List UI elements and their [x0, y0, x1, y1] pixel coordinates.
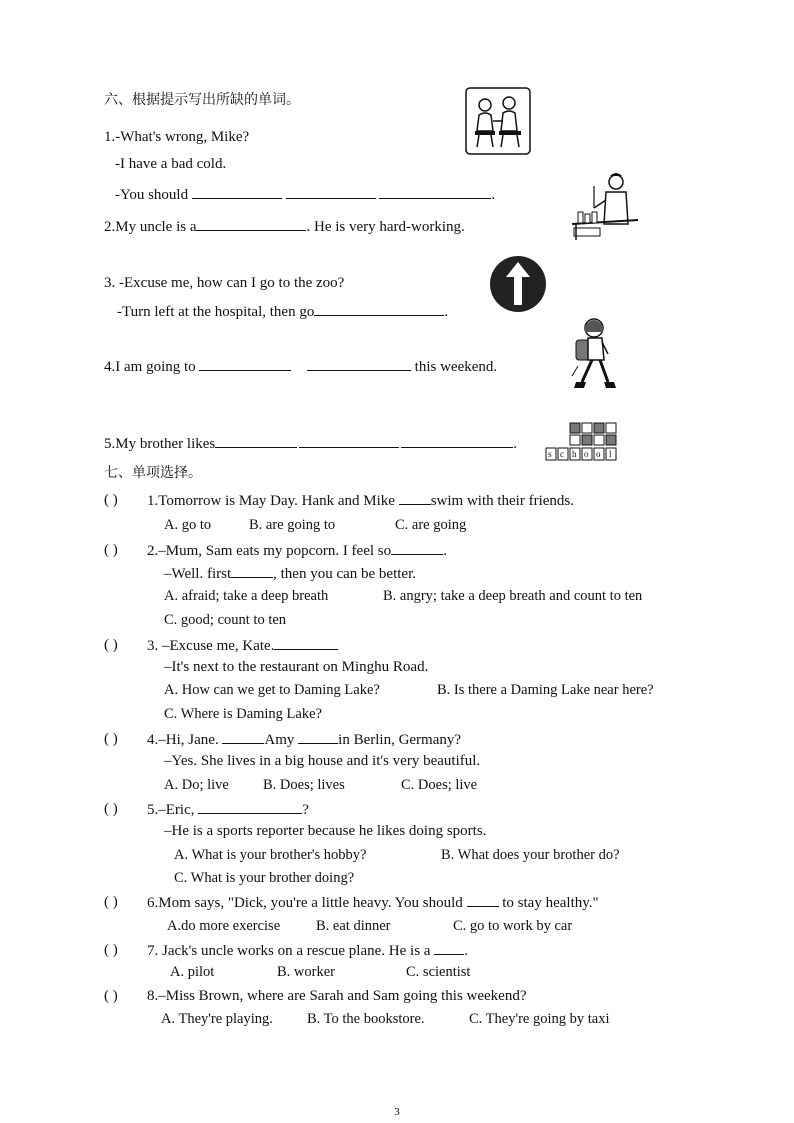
- s6-q5-prefix: 5.My brother likes: [104, 436, 216, 452]
- s7-q2-paren[interactable]: ( ): [104, 542, 118, 558]
- s7-q1-stem-a: 1.Tomorrow is May Day. Hank and Mike: [147, 493, 395, 509]
- crossword-picture: [544, 422, 620, 464]
- s6-q1-end: .: [491, 187, 496, 203]
- s7-q7-stem-a: 7. Jack's uncle works on a rescue plane. He is a: [147, 943, 431, 959]
- answer-blank[interactable]: [379, 185, 491, 199]
- s6-q2-suffix: . He is very hard-working.: [306, 219, 465, 235]
- s7-q4-line2: –Yes. She lives in a big house and it's very beautiful.: [164, 753, 481, 769]
- s7-q1-option-b: B. are going to: [249, 517, 336, 533]
- s7-q8-paren[interactable]: ( ): [104, 988, 118, 1004]
- s7-q1-option-a: A. go to: [164, 517, 212, 533]
- s6-q4: [104, 357, 497, 376]
- s7-q3-option-c: C. Where is Daming Lake?: [164, 706, 322, 722]
- s7-q7-stem-b: .: [464, 943, 468, 959]
- s7-q8-option-c: C. They're going by taxi: [469, 1011, 610, 1027]
- s7-q4-stem-b: Amy: [264, 732, 295, 748]
- s7-q3-stem: [147, 636, 338, 655]
- s6-q4-suffix: this weekend.: [414, 359, 498, 375]
- s7-q2-option-a: A. afraid; take a deep breath: [164, 588, 329, 604]
- s7-q7-option-b: B. worker: [277, 964, 335, 980]
- s7-q4-stem: [147, 730, 461, 749]
- s7-q8-option-b: B. To the bookstore.: [307, 1011, 425, 1027]
- s7-q1-paren[interactable]: ( ): [104, 492, 118, 508]
- answer-blank[interactable]: [391, 541, 443, 555]
- answer-blank[interactable]: [215, 434, 297, 448]
- go-straight-sign-icon: [489, 255, 547, 313]
- s7-q3-line2: –It's next to the restaurant on Minghu Road.: [164, 659, 429, 675]
- s6-q2: [104, 217, 465, 236]
- s7-q5-stem-b: ?: [302, 802, 309, 818]
- answer-blank[interactable]: [298, 730, 338, 744]
- s7-q5-option-a: A. What is your brother's hobby?: [174, 847, 367, 863]
- s6-q5: [104, 434, 517, 453]
- s6-q3-end: .: [444, 304, 449, 320]
- scientist-picture: [570, 170, 640, 242]
- answer-blank[interactable]: [274, 636, 338, 650]
- s7-q5-option-b: B. What does your brother do?: [441, 847, 620, 863]
- s6-q1-line1: 1.-What's wrong, Mike?: [104, 129, 250, 145]
- answer-blank[interactable]: [399, 491, 431, 505]
- page-number: 3: [394, 1106, 400, 1118]
- s6-q4-prefix: 4.I am going to: [104, 359, 196, 375]
- s7-q1-option-c: C. are going: [395, 517, 467, 533]
- s7-q3-stem-text: 3. –Excuse me, Kate.: [147, 638, 275, 654]
- crossword-letter: h: [572, 449, 577, 459]
- section-6-title: 六、根据提示写出所缺的单词。: [104, 92, 300, 108]
- s7-q6-option-a: A.do more exercise: [167, 918, 281, 934]
- s7-q6-paren[interactable]: ( ): [104, 894, 118, 910]
- answer-blank[interactable]: [299, 434, 399, 448]
- answer-blank[interactable]: [222, 730, 264, 744]
- s7-q7-option-c: C. scientist: [406, 964, 471, 980]
- s7-q2-stem-a: 2.–Mum, Sam eats my popcorn. I feel so: [147, 543, 392, 559]
- s7-q8-stem: 8.–Miss Brown, where are Sarah and Sam going this weekend?: [147, 988, 527, 1004]
- s7-q4-option-b: B. Does; lives: [263, 777, 345, 793]
- s7-q6-stem-b: to stay healthy.": [502, 895, 599, 911]
- s6-q2-prefix: 2.My uncle is a: [104, 219, 197, 235]
- answer-blank[interactable]: [198, 800, 302, 814]
- s7-q4-paren[interactable]: ( ): [104, 731, 118, 747]
- s6-q3-line1: 3. -Excuse me, how can I go to the zoo?: [104, 275, 345, 291]
- s7-q6-option-c: C. go to work by car: [453, 918, 573, 934]
- s7-q2-stem: [147, 541, 447, 560]
- hiking-girl-picture: [562, 316, 622, 396]
- answer-blank[interactable]: [192, 185, 282, 199]
- s7-q1-stem-b: swim with their friends.: [430, 493, 575, 509]
- answer-blank[interactable]: [314, 302, 444, 316]
- s7-q5-line2: –He is a sports reporter because he likes doing sports.: [164, 823, 487, 839]
- s6-q1-line2: -I have a bad cold.: [115, 156, 227, 172]
- crossword-letter: o: [596, 449, 601, 459]
- s7-q2-line2: [164, 564, 416, 583]
- s7-q7-stem: [147, 941, 468, 960]
- s7-q1-stem: [147, 491, 574, 510]
- s7-q3-paren[interactable]: ( ): [104, 637, 118, 653]
- s7-q4-stem-c: in Berlin, Germany?: [338, 732, 462, 748]
- s7-q3-option-b: B. Is there a Daming Lake near here?: [437, 682, 654, 698]
- s6-q1-line3: [115, 185, 495, 204]
- s7-q4-stem-a: 4.–Hi, Jane.: [147, 732, 219, 748]
- s7-q3-option-a: A. How can we get to Daming Lake?: [164, 682, 380, 698]
- s6-q3-line2: [117, 302, 448, 321]
- answer-blank[interactable]: [307, 357, 411, 371]
- answer-blank[interactable]: [196, 217, 306, 231]
- answer-blank[interactable]: [434, 941, 464, 955]
- crossword-letter: l: [609, 449, 612, 459]
- s7-q2-stem-b: .: [443, 543, 447, 559]
- s7-q6-stem-a: 6.Mom says, "Dick, you're a little heavy. You should: [147, 895, 463, 911]
- s7-q8-option-a: A. They're playing.: [161, 1011, 273, 1027]
- s7-q5-stem: [147, 800, 309, 819]
- s7-q2-option-b: B. angry; take a deep breath and count to ten: [383, 588, 643, 604]
- s7-q5-paren[interactable]: ( ): [104, 801, 118, 817]
- s7-q6-option-b: B. eat dinner: [316, 918, 391, 934]
- s7-q2-line2-a: –Well. first: [164, 566, 232, 582]
- s7-q6-stem: [147, 893, 599, 912]
- s7-q7-paren[interactable]: ( ): [104, 942, 118, 958]
- answer-blank[interactable]: [199, 357, 291, 371]
- s6-q1-prefix: -You should: [115, 187, 189, 203]
- s6-q5-end: .: [513, 436, 517, 452]
- s7-q5-stem-a: 5.–Eric,: [147, 802, 195, 818]
- answer-blank[interactable]: [467, 893, 499, 907]
- section-7-title: 七、单项选择。: [104, 465, 202, 481]
- s7-q2-option-c: C. good; count to ten: [164, 612, 287, 628]
- s6-q3-prefix: -Turn left at the hospital, then go: [117, 304, 315, 320]
- s7-q2-line2-b: , then you can be better.: [273, 566, 416, 582]
- crossword-letter: c: [560, 449, 564, 459]
- answer-blank[interactable]: [286, 185, 376, 199]
- s7-q4-option-c: C. Does; live: [401, 777, 478, 793]
- answer-blank[interactable]: [231, 564, 273, 578]
- answer-blank[interactable]: [401, 434, 513, 448]
- s7-q7-option-a: A. pilot: [170, 964, 215, 980]
- crossword-letter: o: [584, 449, 589, 459]
- crossword-letter: s: [548, 449, 552, 459]
- s7-q4-option-a: A. Do; live: [164, 777, 229, 793]
- doctor-patient-picture: [465, 87, 531, 155]
- s7-q5-option-c: C. What is your brother doing?: [174, 870, 355, 886]
